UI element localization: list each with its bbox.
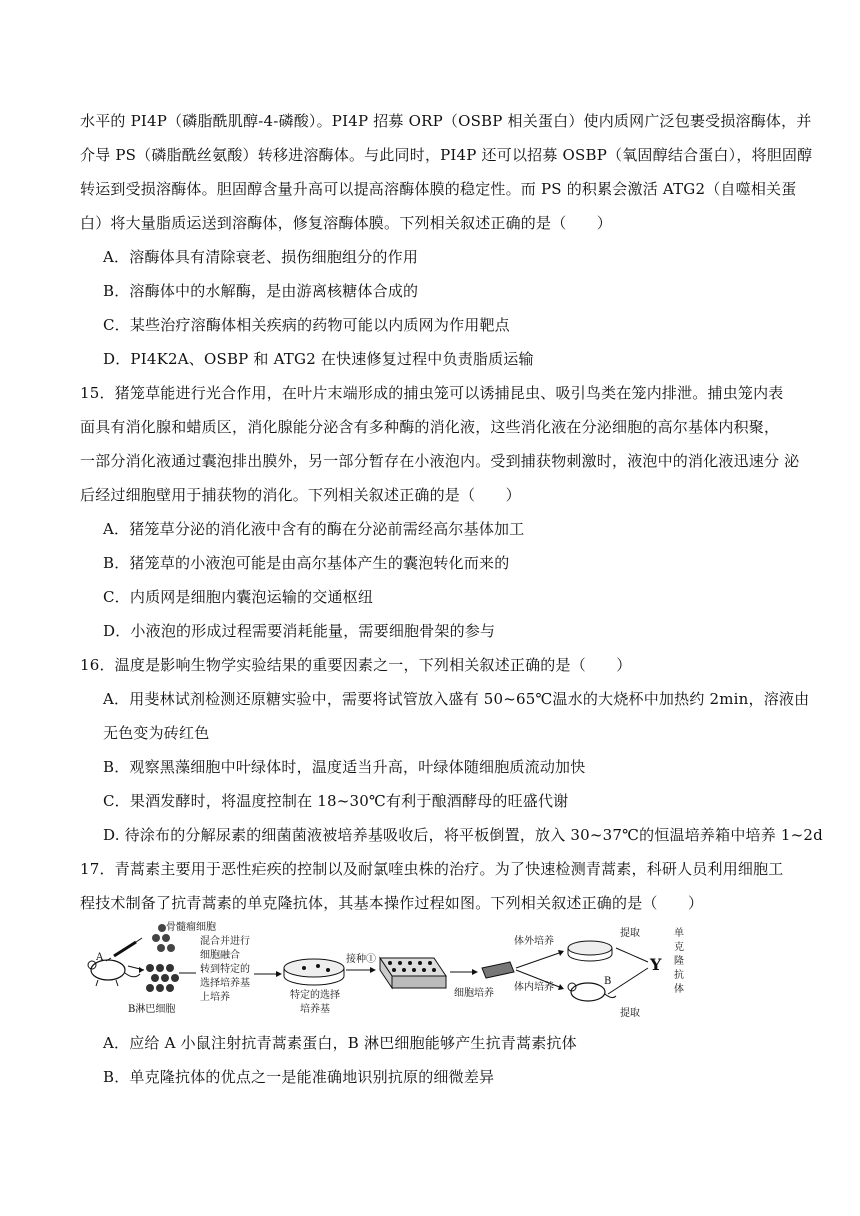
product-label: 克 (674, 942, 684, 953)
q15-stem-line: 面具有消化腺和蜡质区，消化腺能分泌含有多种酶的消化液，这些消化液在分泌细胞的高尔基体内积聚， (80, 418, 780, 436)
q16-option-a: A．用斐林试剂检测还原糖实验中，需要将试管放入盛有 50~65℃温水的大烧杯中加热约 2min，溶液由 (103, 690, 810, 708)
q15-option-a: A．猪笼草分泌的消化液中含有的酶在分泌前需经高尔基体加工 (103, 520, 525, 538)
medium-label: 特定的选择 (290, 990, 340, 1001)
q14-option-b: B．溶酶体中的水解酶，是由游离核糖体合成的 (103, 282, 419, 300)
q16-stem: 16．温度是影响生物学实验结果的重要因素之一，下列相关叙述正确的是（ ） (80, 656, 632, 674)
label-b: B (604, 976, 612, 987)
q17-stem-line: 程技术制备了抗青蒿素的单克隆抗体，其基本操作过程如图。下列相关叙述正确的是（ ） (80, 894, 704, 912)
antibody-y-icon: Y (650, 955, 662, 974)
product-label: 抗 (674, 970, 684, 981)
monoclonal-antibody-figure (84, 918, 704, 1022)
multiwell-plate-icon (380, 958, 446, 988)
culture-flask-icon (482, 962, 514, 978)
b-lymphocyte-cells (146, 964, 179, 992)
q14-stem-line: 白）将大量脂质运送到溶酶体，修复溶酶体膜。下列相关叙述正确的是（ ） (80, 214, 613, 232)
arrow (516, 952, 562, 968)
arrowhead (139, 967, 144, 973)
q15-option-b: B．猪笼草的小液泡可能是由高尔基体产生的囊泡转化而来的 (103, 554, 510, 572)
q15-stem-line: 后经过细胞壁用于捕获物的消化。下列相关叙述正确的是（ ） (80, 486, 521, 504)
step-text: 细胞融合 (200, 950, 240, 961)
q17-option-b: B．单克隆抗体的优点之一是能准确地识别抗原的细微差异 (103, 1068, 495, 1086)
label-myeloma: 骨髓瘤细胞 (166, 922, 216, 933)
q16-option-b: B．观察黑藻细胞中叶绿体时，温度适当升高，叶绿体随细胞质流动加快 (103, 758, 586, 776)
extract-label: 提取 (620, 928, 640, 939)
inoculate-label: 接种① (346, 954, 376, 965)
q14-stem-line: 介导 PS（磷脂酰丝氨酸）转移进溶酶体。与此同时，PI4P 还可以招募 OSBP（氧固醇结合蛋白），将胆固醇 (80, 146, 813, 164)
q16-option-c: C．果酒发酵时，将温度控制在 18~30℃有利于酿酒酵母的旺盛代谢 (103, 792, 569, 810)
q15-stem-line: 15．猪笼草能进行光合作用，在叶片末端形成的捕虫笼可以诱捕昆虫、吸引鸟类在笼内排泄。捕虫笼内表 (80, 384, 784, 402)
arrowhead (472, 969, 478, 975)
label-a: A (96, 952, 104, 963)
mouse-a-icon (88, 960, 140, 986)
q14-option-d: D．PI4K2A、OSBP 和 ATG2 在快速修复过程中负责脂质运输 (103, 350, 534, 368)
medium-label: 培养基 (300, 1004, 330, 1015)
q14-stem-line: 转运到受损溶酶体。胆固醇含量升高可以提高溶酶体膜的稳定性。而 PS 的积累会激活 ATG2（自噬相关蛋 (80, 180, 797, 198)
q16-option-d: D. 待涂布的分解尿素的细菌菌液被培养基吸收后，将平板倒置，放入 30~37℃的恒温培养箱中培养 1~2d (103, 826, 823, 844)
step-text: 选择培养基 (200, 978, 250, 989)
q16-option-a-cont: 无色变为砖红色 (103, 724, 210, 742)
q15-option-c: C．内质网是细胞内囊泡运输的交通枢纽 (103, 588, 374, 606)
q15-stem-line: 一部分消化液通过囊泡排出膜外，另一部分暂存在小液泡内。受到捕获物刺激时，液泡中的消化液迅速分 泌 (80, 452, 800, 470)
product-label: 体 (674, 984, 684, 995)
product-label: 单 (674, 928, 684, 939)
step-text: 混合并进行 (200, 936, 250, 947)
q17-option-a: A．应给 A 小鼠注射抗青蒿素蛋白，B 淋巴细胞能够产生抗青蒿素抗体 (103, 1034, 577, 1052)
in-vivo-label: 体内培养 (514, 982, 554, 993)
cell-culture-label: 细胞培养 (454, 988, 494, 999)
step-text: 上培养 (200, 992, 230, 1003)
q15-option-d: D．小液泡的形成过程需要消耗能量，需要细胞骨架的参与 (103, 622, 496, 640)
arrow (616, 948, 648, 962)
extract-label: 提取 (620, 1008, 640, 1019)
q14-option-a: A．溶酶体具有清除衰老、损伤细胞组分的作用 (103, 248, 419, 266)
product-label: 隆 (674, 956, 684, 967)
culture-dish-icon (568, 941, 612, 961)
syringe-icon (106, 938, 142, 961)
q14-option-c: C．某些治疗溶酶体相关疾病的药物可能以内质网为作用靶点 (103, 316, 510, 334)
arrow (608, 968, 648, 994)
arrowhead (370, 967, 376, 973)
q17-stem-line: 17．青蒿素主要用于恶性疟疾的控制以及耐氯喹虫株的治疗。为了快速检测青蒿素，科研人员利用细胞工 (80, 860, 784, 878)
step-text: 转到特定的 (200, 964, 250, 975)
label-b-lymphocyte: B淋巴细胞 (128, 1004, 176, 1015)
q14-stem-line: 水平的 PI4P（磷脂酰肌醇-4-磷酸）。PI4P 招募 ORP（OSBP 相关蛋白）使内质网广泛包裹受损溶酶体，并 (80, 112, 812, 130)
selective-medium-dish-icon (284, 959, 344, 985)
in-vitro-label: 体外培养 (514, 936, 554, 947)
arrowhead (276, 971, 282, 977)
